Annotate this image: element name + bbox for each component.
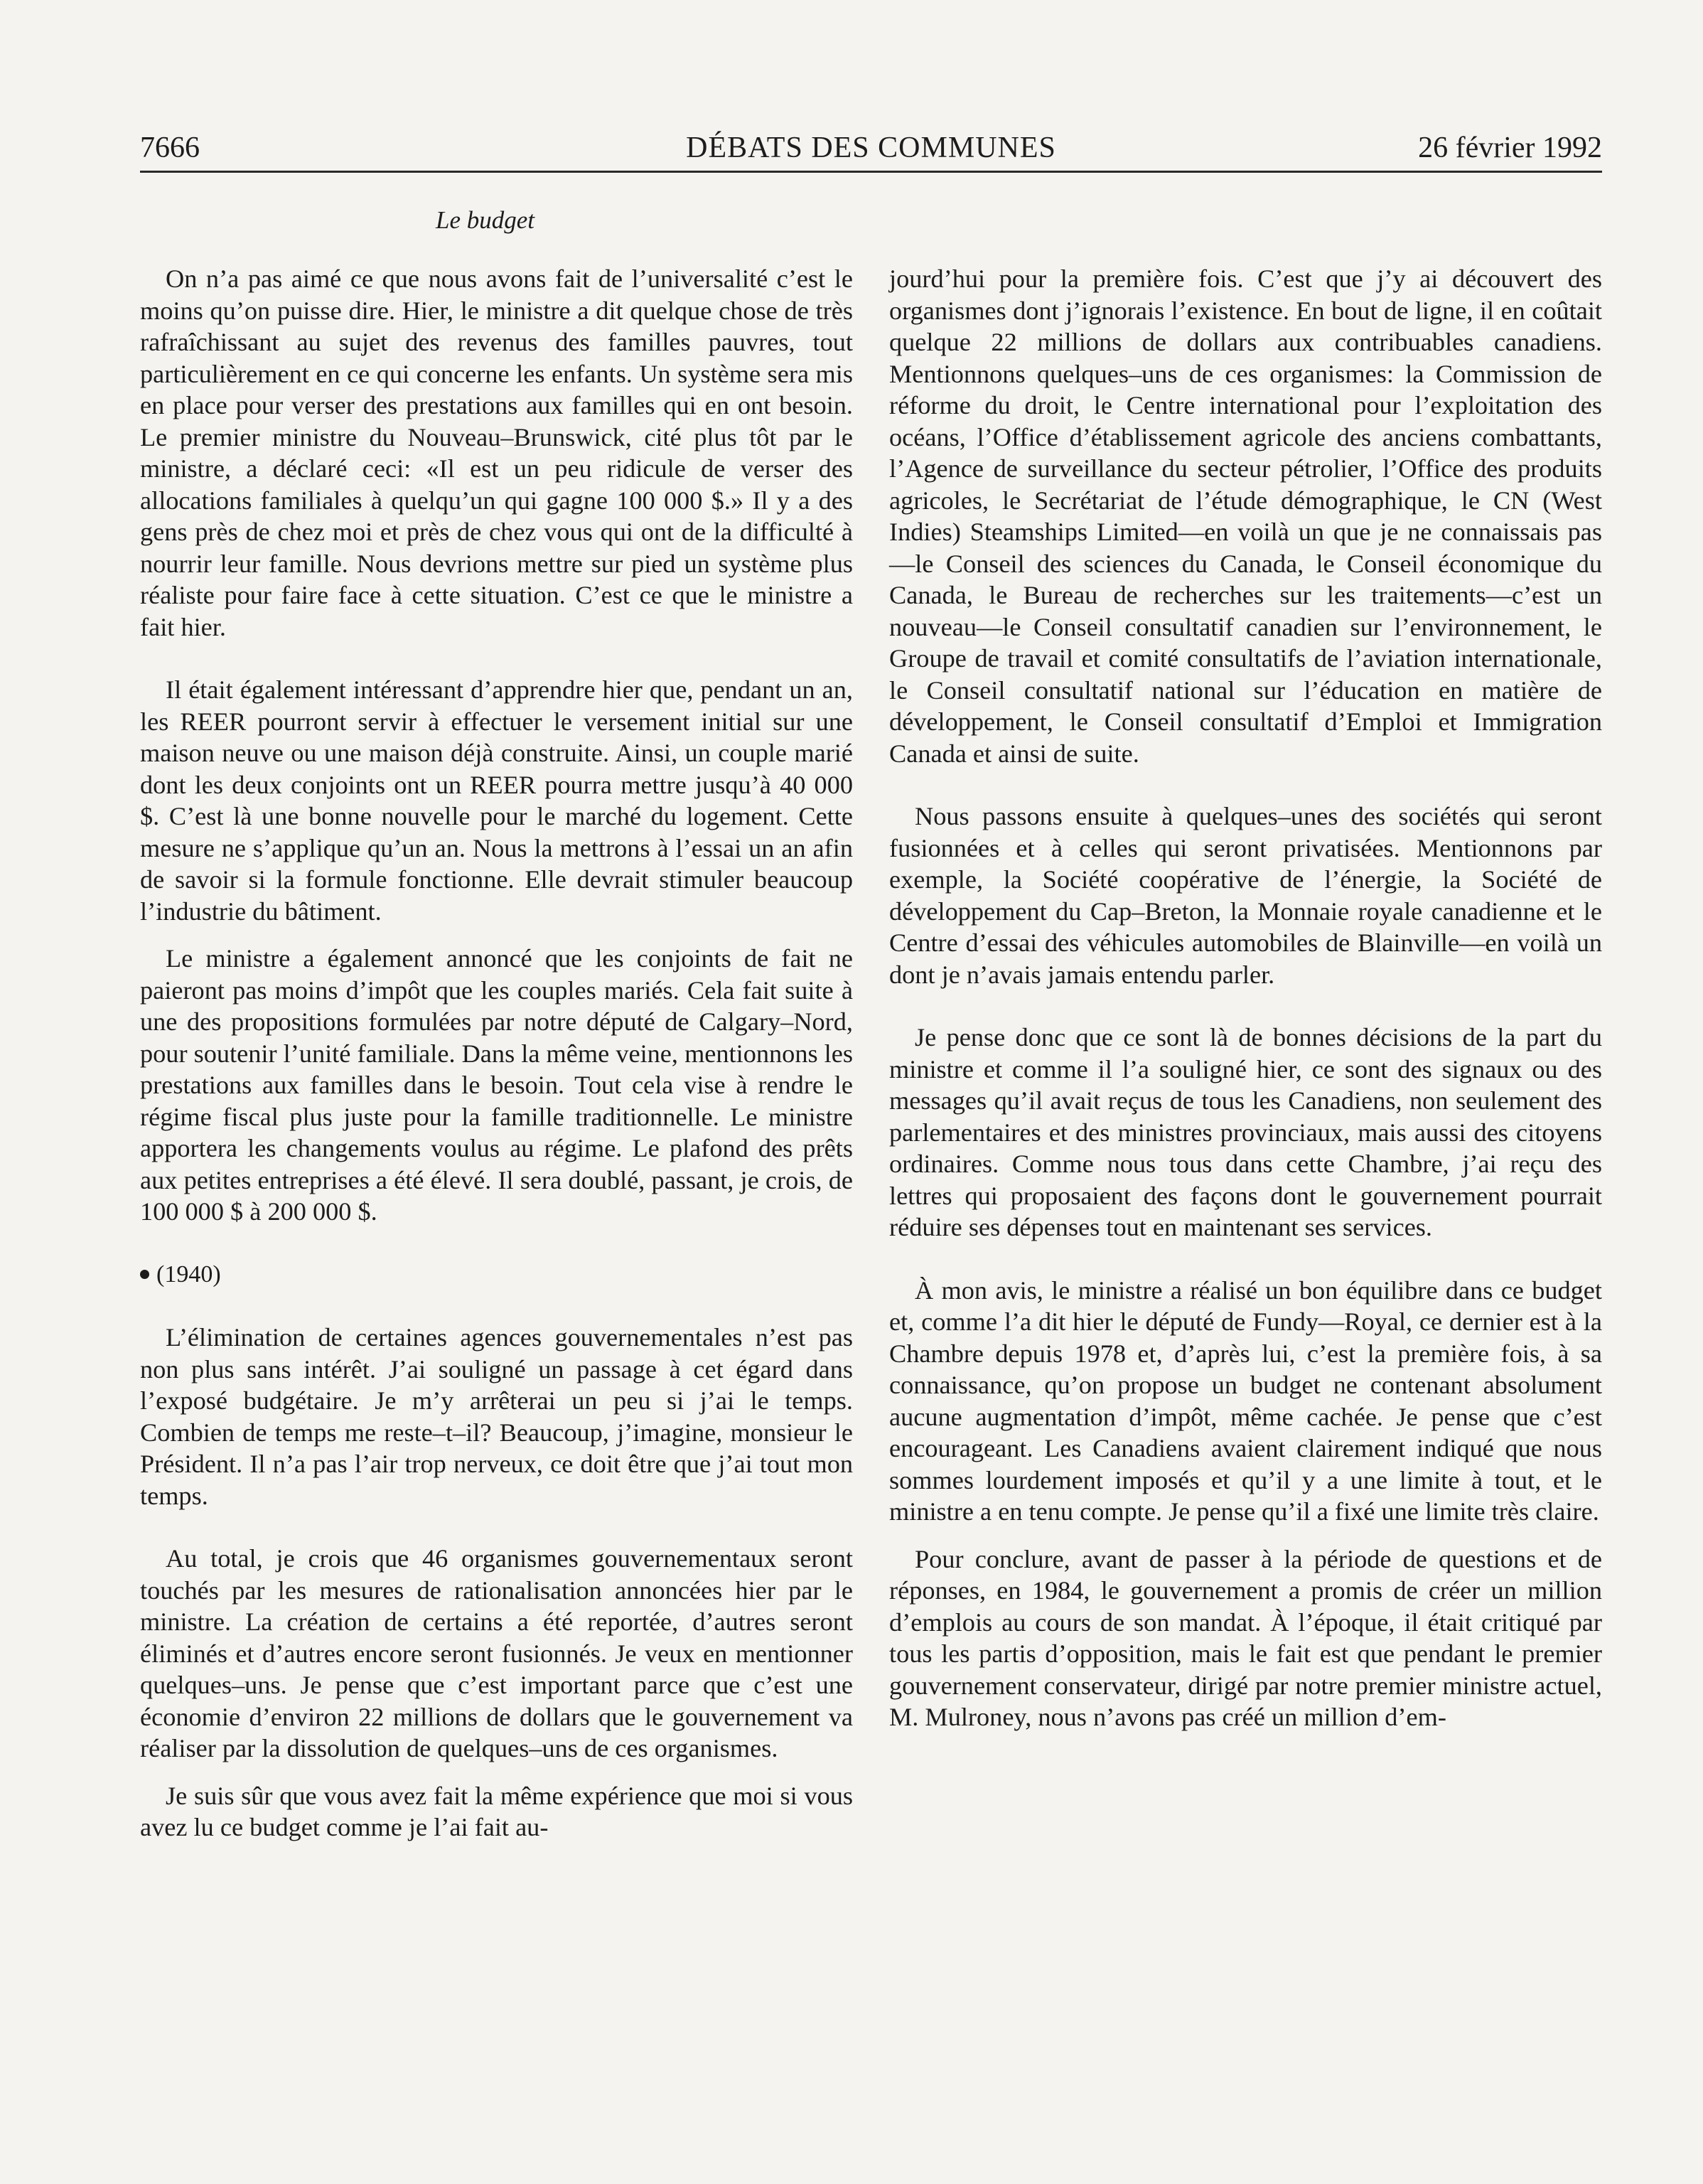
paragraph: Nous passons ensuite à quelques–unes des sociétés qui seront fusionnées et à celles qui seront privatisées. Mentionnons par exemple, la Société coopérative de l’énergie, la Société de développement du Cap–Breton, la Monnaie royale canadienne et le Centre d’essai des véhicules automobiles de Blainville—en voilà un dont je n’avais jamais entendu parler.: [889, 802, 1602, 989]
paragraph: À mon avis, le ministre a réalisé un bon équilibre dans ce budget et, comme l’a dit hier le député de Fundy—Royal, ce dernier est à la Chambre depuis 1978 et, d’après lui, c’est la première fois, à sa connaissance, qu’on propose un budget ne contenant absolument aucune augmentation d’impôt, même cachée. Je pense que c’est encourageant. Les Canadiens avaient clairement indiqué que nous sommes lourdement imposés et qu’il y a une limite à tout, et le ministre a en tenu compte. Je pense qu’il a fixé une limite très claire.: [889, 1275, 1602, 1526]
page-header: [140, 128, 1602, 173]
bullet-dot-icon: [140, 1270, 149, 1279]
page-number: 7666: [140, 132, 200, 164]
paragraph: Il était également intéressant d’apprendre hier que, pendant un an, les REER pourront servir à effectuer le versement initial sur une maison neuve ou une maison déjà construite. Ainsi, un couple marié dont les deux conjoints ont un REER pourra mettre jusqu’à 40 000 $. C’est là une bonne nouvelle pour le marché du logement. Cette mesure ne s’applique qu’un an. Nous la mettrons à l’essai un an afin de savoir si la formule fonctionne. Elle devrait stimuler beaucoup l’industrie du bâtiment.: [140, 675, 853, 926]
paragraph: Je suis sûr que vous avez fait la même expérience que moi si vous avez lu ce budget comme je l’ai fait au-: [140, 1781, 853, 1841]
paragraph: jourd’hui pour la première fois. C’est que j’y ai découvert des organismes dont j’ignorais l’existence. En bout de ligne, il en coûtait quelque 22 millions de dollars aux contribuables canadiens. Mentionnons quelques–uns de ces organismes: la Commission de réforme du droit, le Centre international pour l’exploitation des océans, l’Office d’établissement agricole des anciens combattants, l’Agence de surveillance du secteur pétrolier, l’Office des produits agricoles, le Secrétariat de l’étude démographique, le CN (West Indies) Steamships Limited—en voilà un que je ne connaissais pas—le Conseil des sciences du Canada, le Conseil économique du Canada, le Bureau de recherches sur les traitements—c’est un nouveau—le Conseil consultatif canadien sur l’environnement, le Groupe de travail et comité consultatifs de l’aviation internationale, le Conseil consultatif national sur l’éducation en matière de développement, le Conseil consultatif d’Emploi et Immigration Canada et ainsi de suite.: [889, 264, 1602, 768]
left-column: [140, 263, 853, 1843]
publication-title: DÉBATS DES COMMUNES: [686, 132, 1056, 164]
time-marker-label: (1940): [156, 1260, 221, 1288]
paragraph: L’élimination de certaines agences gouvernementales n’est pas non plus sans intérêt. J’ai souligné un passage à cet égard dans l’exposé budgétaire. Je m’y arrêterai un peu si j’ai le temps. Combien de temps me reste–t–il? Beaucoup, j’imagine, monsieur le Président. Il n’a pas l’air trop nerveux, ce doit être que j’ai tout mon temps.: [140, 1323, 853, 1510]
paragraph: Au total, je crois que 46 organismes gouvernementaux seront touchés par les mesures de rationalisation annoncées hier par le ministre. La création de certains a été reportée, d’autres seront éliminés et d’autres encore seront fusionnés. Je veux en mentionner quelques–uns. Je pense que c’est important parce que c’est une économie d’environ 22 millions de dollars que le gouvernement va réaliser par la dissolution de quelques–uns de ces organismes.: [140, 1544, 853, 1762]
section-title: Le budget: [436, 206, 535, 234]
paragraph: Pour conclure, avant de passer à la période de questions et de réponses, en 1984, le gouvernement a promis de créer un million d’emplois au cours de son mandat. À l’époque, il était critiqué par tous les partis d’opposition, mais le fait est que pendant le premier gouvernement conservateur, dirigé par notre premier ministre actuel, M. Mulroney, nous n’avons pas créé un million d’em-: [889, 1544, 1602, 1731]
publication-date: 26 février 1992: [1418, 132, 1602, 164]
paragraph: Le ministre a également annoncé que les conjoints de fait ne paieront pas moins d’impôt que les couples mariés. Cela fait suite à une des propositions formulées par notre député de Calgary–Nord, pour soutenir l’unité familiale. Dans la même veine, mentionnons les prestations aux familles dans le besoin. Tout cela vise à rendre le régime fiscal plus juste pour la famille traditionnelle. Le ministre apportera les changements voulus au régime. Le plafond des prêts aux petites entreprises a été élevé. Il sera doublé, passant, je crois, de 100 000 $ à 200 000 $.: [140, 944, 853, 1226]
right-column: [889, 263, 1602, 1733]
paragraph: On n’a pas aimé ce que nous avons fait de l’universalité c’est le moins qu’on puisse dire. Hier, le ministre a dit quelque chose de très rafraîchissant au sujet des revenus des familles pauvres, tout particulièrement en ce qui concerne les enfants. Un système sera mis en place pour verser des prestations aux familles qui en ont besoin. Le premier ministre du Nouveau–Brunswick, cité plus tôt par le ministre, a déclaré ceci: «Il est un peu ridicule de verser des allocations familiales à quelqu’un qui gagne 100 000 $.» Il y a des gens près de chez moi et près de chez vous qui ont de la difficulté à nourrir leur famille. Nous devrions mettre sur pied un système plus réaliste pour faire face à cette situation. C’est ce que le ministre a fait hier.: [140, 264, 853, 641]
paragraph: Je pense donc que ce sont là de bonnes décisions de la part du ministre et comme il l’a souligné hier, ce sont des signaux ou des messages qu’il avait reçus de tous les Canadiens, non seulement des parlementaires et des ministres provinciaux, mais aussi des citoyens ordinaires. Comme nous tous dans cette Chambre, j’ai reçu des lettres qui proposaient des façons dont le gouvernement pourrait réduire ses dépenses tout en maintenant ses services.: [889, 1023, 1602, 1241]
time-marker: [140, 1259, 853, 1291]
